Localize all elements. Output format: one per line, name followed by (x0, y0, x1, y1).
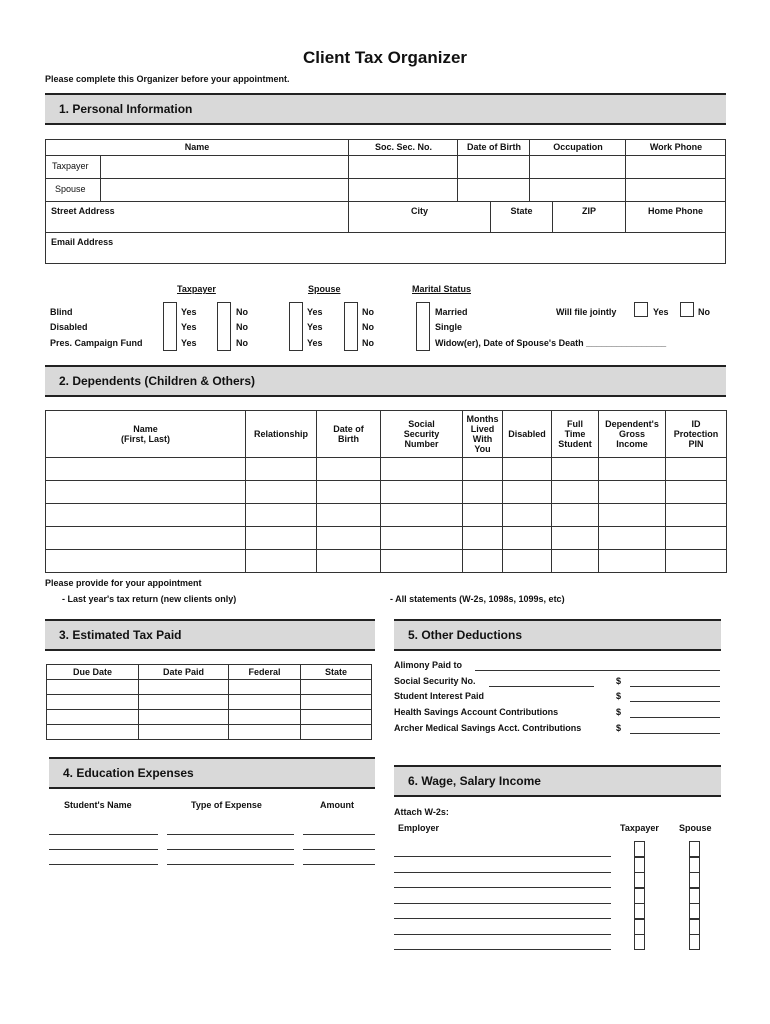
dependent-cell[interactable] (598, 526, 666, 550)
estimated-cell[interactable] (228, 724, 301, 740)
spouse-occupation-field[interactable] (529, 178, 626, 202)
jointly-yes-checkbox[interactable] (634, 302, 648, 317)
dependent-cell[interactable] (502, 480, 552, 504)
married-label: Married (435, 307, 468, 317)
email-field[interactable]: Email Address (45, 232, 726, 264)
student-name-line[interactable] (49, 834, 158, 835)
attach-w2-label: Attach W-2s: (394, 807, 449, 817)
dependent-cell[interactable] (502, 526, 552, 550)
amount-line[interactable] (303, 834, 375, 835)
dependent-cell[interactable] (380, 526, 463, 550)
spouse-w2-checkbox[interactable] (689, 919, 700, 935)
dependent-cell[interactable] (245, 549, 317, 573)
dependent-cell[interactable] (245, 480, 317, 504)
no-label: No (362, 322, 374, 332)
dependent-cell[interactable] (502, 457, 552, 481)
dependent-col-header: Social Security Number (380, 410, 463, 458)
dependent-col-header: Name (First, Last) (45, 410, 246, 458)
estimated-cell[interactable] (138, 724, 229, 740)
single-label: Single (435, 322, 463, 332)
widow-label: Widow(er), Date of Spouse's Death ________________ (435, 338, 667, 348)
dependent-cell[interactable] (598, 480, 666, 504)
estimated-cell[interactable] (228, 694, 301, 710)
amount-heading: Amount (320, 800, 354, 810)
employer-line[interactable] (394, 934, 611, 935)
no-label: No (236, 338, 248, 348)
dependent-cell[interactable] (502, 549, 552, 573)
dependent-cell[interactable] (380, 503, 463, 527)
zip-field[interactable]: ZIP (552, 201, 626, 233)
dependent-col-header: Dependent's Gross Income (598, 410, 666, 458)
dollar-sign: $ (616, 723, 622, 733)
taxpayer-dob-field[interactable] (457, 155, 530, 179)
provide-item-statements: - All statements (W-2s, 1098s, 1099s, etc) (390, 594, 565, 604)
estimated-cell[interactable] (300, 709, 372, 725)
estimated-cell[interactable] (300, 679, 372, 695)
taxpayer-w2-checkbox[interactable] (634, 919, 645, 935)
spouse-dob-field[interactable] (457, 178, 530, 202)
dependent-col-header: Relationship (245, 410, 317, 458)
archer-label: Archer Medical Savings Acct. Contributions (394, 723, 582, 733)
dependent-cell[interactable] (45, 549, 246, 573)
alimony-label: Alimony Paid to (394, 660, 463, 670)
taxpayer-w2-checkbox[interactable] (634, 872, 645, 888)
estimated-cell[interactable] (46, 724, 139, 740)
dependent-cell[interactable] (551, 457, 599, 481)
dependent-cell[interactable] (502, 503, 552, 527)
estimated-cell[interactable] (46, 709, 139, 725)
employer-line[interactable] (394, 856, 611, 857)
estimated-cell[interactable] (138, 709, 229, 725)
dependent-cell[interactable] (316, 457, 381, 481)
section-estimated-header: 3. Estimated Tax Paid (45, 619, 375, 651)
dependent-col-header: Months Lived With You (462, 410, 503, 458)
no-label: No (236, 322, 248, 332)
disabled-label: Disabled (50, 322, 88, 332)
section-education-header: 4. Education Expenses (49, 757, 375, 789)
page-title: Client Tax Organizer (302, 48, 468, 67)
city-field[interactable]: City (348, 201, 491, 233)
no-label: No (236, 307, 248, 317)
other-ssn-field[interactable] (489, 686, 594, 687)
home-phone-field[interactable]: Home Phone (625, 201, 726, 233)
expense-type-line[interactable] (167, 849, 294, 850)
dependent-cell[interactable] (45, 503, 246, 527)
dependent-cell[interactable] (45, 457, 246, 481)
spouse-w2-checkbox[interactable] (689, 888, 700, 904)
wage-spouse-heading: Spouse (679, 823, 712, 833)
dependent-cell[interactable] (245, 457, 317, 481)
dependent-cell[interactable] (551, 480, 599, 504)
dependent-cell[interactable] (245, 503, 317, 527)
taxpayer-w2-checkbox[interactable] (634, 903, 645, 919)
street-address-field[interactable]: Street Address (45, 201, 349, 233)
spouse-workphone-field[interactable] (625, 178, 726, 202)
archer-field[interactable] (630, 733, 720, 734)
dependent-cell[interactable] (380, 549, 463, 573)
taxpayer-w2-checkbox[interactable] (634, 841, 645, 857)
alimony-field[interactable] (475, 670, 720, 671)
file-jointly-label: Will file jointly (556, 307, 617, 317)
dependent-cell[interactable] (665, 549, 727, 573)
taxpayer-workphone-field[interactable] (625, 155, 726, 179)
student-name-line[interactable] (49, 864, 158, 865)
dependent-col-header: Disabled (502, 410, 552, 458)
dependent-cell[interactable] (316, 549, 381, 573)
ssn-amount-field[interactable] (630, 686, 720, 687)
dependent-cell[interactable] (316, 480, 381, 504)
dependent-cell[interactable] (665, 526, 727, 550)
spouse-w2-checkbox[interactable] (689, 857, 700, 873)
estimated-col-header: Date Paid (138, 664, 229, 680)
employer-line[interactable] (394, 949, 611, 950)
dependent-cell[interactable] (665, 457, 727, 481)
page-subtitle: Please complete this Organizer before your appointment. (45, 74, 290, 84)
col-occupation: Occupation (529, 139, 626, 155)
spouse-ssn-field[interactable] (348, 178, 458, 202)
no-label: No (362, 338, 374, 348)
provide-item-return: - Last year's tax return (new clients only) (62, 594, 237, 604)
expense-type-line[interactable] (167, 864, 294, 865)
dependent-col-header: Date of Birth (316, 410, 381, 458)
estimated-cell[interactable] (138, 679, 229, 695)
yes-label: Yes (653, 307, 669, 317)
employer-line[interactable] (394, 887, 611, 888)
status-taxpayer-heading: Taxpayer (177, 284, 216, 294)
dependent-cell[interactable] (245, 526, 317, 550)
estimated-col-header: Due Date (46, 664, 139, 680)
taxpayer-occupation-field[interactable] (529, 155, 626, 179)
section-wage-header: 6. Wage, Salary Income (394, 765, 721, 797)
dependent-cell[interactable] (316, 503, 381, 527)
yes-label: Yes (307, 307, 323, 317)
dependent-cell[interactable] (462, 503, 503, 527)
section-personal-header: 1. Personal Information (45, 93, 726, 125)
dependent-cell[interactable] (462, 457, 503, 481)
estimated-cell[interactable] (46, 679, 139, 695)
wage-taxpayer-heading: Taxpayer (620, 823, 659, 833)
taxpayer-name-field[interactable] (100, 155, 349, 179)
taxpayer-w2-checkbox[interactable] (634, 934, 645, 950)
employer-line[interactable] (394, 918, 611, 919)
dependent-cell[interactable] (665, 503, 727, 527)
dollar-sign: $ (616, 676, 622, 686)
hsa-field[interactable] (630, 717, 720, 718)
estimated-cell[interactable] (228, 679, 301, 695)
amount-line[interactable] (303, 849, 375, 850)
section-dependents-header: 2. Dependents (Children & Others) (45, 365, 726, 397)
employer-heading: Employer (398, 823, 440, 833)
employer-line[interactable] (394, 903, 611, 904)
taxpayer-row-label: Taxpayer (45, 155, 101, 179)
dependent-cell[interactable] (462, 549, 503, 573)
dependent-cell[interactable] (598, 549, 666, 573)
spouse-w2-checkbox[interactable] (689, 841, 700, 857)
marital-status-heading: Marital Status (412, 284, 472, 294)
col-work-phone: Work Phone (625, 139, 726, 155)
provide-heading: Please provide for your appointment (45, 578, 202, 588)
estimated-cell[interactable] (46, 694, 139, 710)
dependent-cell[interactable] (665, 480, 727, 504)
dependent-cell[interactable] (462, 480, 503, 504)
spouse-name-field[interactable] (100, 178, 349, 202)
estimated-cell[interactable] (300, 694, 372, 710)
spouse-row-label: Spouse (45, 178, 101, 202)
spouse-w2-checkbox[interactable] (689, 934, 700, 950)
spouse-yes-checkboxes[interactable] (289, 302, 303, 351)
col-dob: Date of Birth (457, 139, 530, 155)
jointly-no-checkbox[interactable] (680, 302, 694, 317)
dependent-cell[interactable] (380, 480, 463, 504)
expense-type-line[interactable] (167, 834, 294, 835)
col-name: Name (184, 142, 210, 152)
spouse-no-checkboxes[interactable] (344, 302, 358, 351)
amount-line[interactable] (303, 864, 375, 865)
ssn-label: Social Security No. (394, 676, 476, 686)
dependent-col-header: Full Time Student (551, 410, 599, 458)
spouse-w2-checkbox[interactable] (689, 903, 700, 919)
student-name-heading: Student's Name (64, 800, 132, 810)
estimated-cell[interactable] (300, 724, 372, 740)
dependent-cell[interactable] (462, 526, 503, 550)
dependent-cell[interactable] (45, 480, 246, 504)
taxpayer-yes-checkboxes[interactable] (163, 302, 177, 351)
no-label: No (362, 307, 374, 317)
marital-checkboxes[interactable] (416, 302, 430, 351)
estimated-col-header: Federal (228, 664, 301, 680)
dependent-cell[interactable] (380, 457, 463, 481)
student-name-line[interactable] (49, 849, 158, 850)
no-label: No (698, 307, 710, 317)
state-field[interactable]: State (490, 201, 553, 233)
taxpayer-w2-checkbox[interactable] (634, 857, 645, 873)
dependent-cell[interactable] (45, 526, 246, 550)
estimated-cell[interactable] (228, 709, 301, 725)
dependent-cell[interactable] (316, 526, 381, 550)
dependent-cell[interactable] (598, 503, 666, 527)
dollar-sign: $ (616, 707, 622, 717)
col-ssn: Soc. Sec. No. (348, 139, 458, 155)
student-interest-field[interactable] (630, 701, 720, 702)
taxpayer-no-checkboxes[interactable] (217, 302, 231, 351)
campaign-label: Pres. Campaign Fund (50, 338, 143, 348)
spouse-w2-checkbox[interactable] (689, 872, 700, 888)
yes-label: Yes (181, 307, 197, 317)
expense-type-heading: Type of Expense (191, 800, 262, 810)
hsa-label: Health Savings Account Contributions (394, 707, 559, 717)
dependent-col-header: ID Protection PIN (665, 410, 727, 458)
dependent-cell[interactable] (551, 549, 599, 573)
blind-label: Blind (50, 307, 73, 317)
section-other-deductions-header: 5. Other Deductions (394, 619, 721, 651)
dollar-sign: $ (616, 691, 622, 701)
yes-label: Yes (181, 338, 197, 348)
yes-label: Yes (307, 322, 323, 332)
status-spouse-heading: Spouse (308, 284, 341, 294)
yes-label: Yes (307, 338, 323, 348)
employer-line[interactable] (394, 872, 611, 873)
yes-label: Yes (181, 322, 197, 332)
estimated-cell[interactable] (138, 694, 229, 710)
dependent-cell[interactable] (598, 457, 666, 481)
taxpayer-w2-checkbox[interactable] (634, 888, 645, 904)
student-interest-label: Student Interest Paid (394, 691, 485, 701)
estimated-col-header: State (300, 664, 372, 680)
taxpayer-ssn-field[interactable] (348, 155, 458, 179)
dependent-cell[interactable] (551, 526, 599, 550)
dependent-cell[interactable] (551, 503, 599, 527)
